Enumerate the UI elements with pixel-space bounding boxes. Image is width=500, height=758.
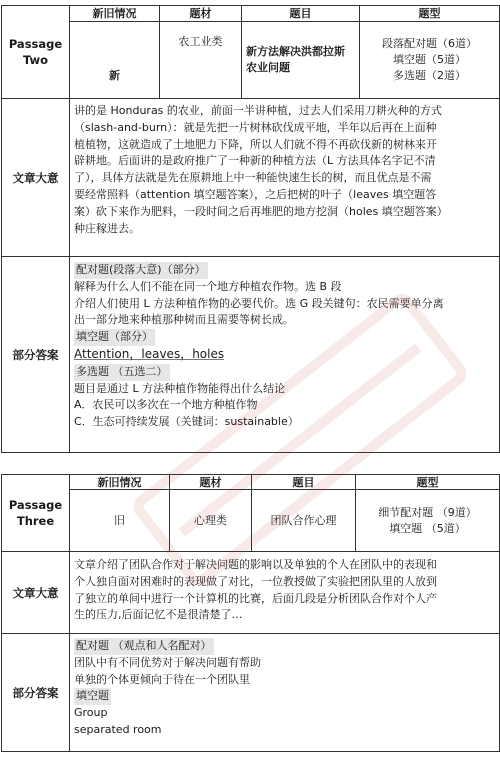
passage-two-table	[1, 5, 500, 453]
newold-value: 新	[70, 22, 160, 99]
answer-line: C．生态可持续发展（关键词：sustainable）	[74, 415, 299, 429]
summary-line: 要经常照料（attention 填空题答案），之后把树的叶子（leaves 填空题答	[74, 187, 437, 201]
passage-label-line1: Passage	[8, 37, 63, 51]
answer-section-heading: 配对题 （观点和人名配对）	[74, 638, 214, 655]
summary-line: 植植物，这就造成了土地肥力下降，所以人们就不得不再砍伐新的树林来开	[74, 137, 437, 151]
answer-line: A．农民可以多次在一个地方种植作物	[74, 398, 258, 412]
header-newold: 新旧情况	[70, 475, 170, 490]
answer-text	[70, 257, 500, 453]
summary-line: 了独立的单间中进行一个计算机的比赛，后面几段是分析团队合作对个人产	[74, 591, 437, 605]
qtype-list	[356, 490, 500, 552]
summary-line: 了），具体方法就是先在原耕地上中一种能快速生长的树，而且优点是不需	[74, 171, 432, 185]
header-topic: 题目	[252, 475, 356, 490]
answer-line: Attention，leaves，holes	[74, 346, 225, 361]
qtype-item: 填空题（5道）	[393, 53, 466, 66]
answer-line: 出一部分地来种植那种树而且需要等树长成。	[74, 313, 294, 327]
summary-label: 文章大意	[2, 552, 70, 634]
answer-line: separated room	[74, 722, 162, 736]
answer-text	[70, 634, 500, 752]
header-subject: 题材	[160, 6, 242, 22]
answer-line: 团队中有不同优势对于解决问题有帮助	[74, 655, 261, 669]
header-qtype: 题型	[356, 475, 500, 490]
answer-section-heading: 填空题	[74, 688, 111, 705]
passage-three-label	[2, 475, 70, 552]
subject-value: 心理类	[170, 490, 252, 552]
summary-text	[70, 552, 500, 634]
passage-three-table	[1, 474, 500, 752]
answer-line: 单独的个体更倾向于待在一个团队里	[74, 672, 250, 686]
summary-label: 文章大意	[2, 99, 70, 257]
subject-value: 农工业类	[160, 22, 242, 99]
summary-line: 讲的是 Honduras 的农业，前面一半讲种植，过去人们采用刀耕火种的方式	[74, 104, 442, 117]
qtype-item: 多选题（2道）	[393, 69, 466, 82]
passage-label-line2: Two	[22, 53, 49, 67]
answer-section-heading: 配对题(段落大意)（部分）	[74, 262, 208, 279]
summary-line: 辟耕地。后面讲的是政府推广了一种新的种植方法（L 方法具体名字记不清	[74, 154, 436, 168]
qtype-list	[360, 22, 500, 99]
summary-line: 文章介绍了团队合作对于解决问题的影响以及单独的个人在团队中的表现和	[74, 558, 437, 571]
passage-label-line1: Passage	[8, 498, 63, 512]
answer-label: 部分答案	[2, 257, 70, 453]
summary-line: 案）砍下来作为肥料，一段时间之后再堆肥的地方挖洞（holes 填空题答案）	[74, 204, 448, 218]
qtype-item: 填空题 （5道）	[389, 521, 466, 535]
answer-line: 题目是通过 L 方法种植作物能得出什么结论	[74, 381, 286, 395]
header-qtype: 题型	[360, 6, 500, 22]
header-subject: 题材	[170, 475, 252, 490]
answer-section-heading: 多选题 （五选二）	[74, 364, 170, 381]
summary-line: 种庄稼进去。	[74, 221, 140, 235]
qtype-item: 段落配对题（6道）	[382, 37, 477, 50]
header-newold: 新旧情况	[70, 6, 160, 22]
answer-section-heading: 填空题（部分）	[74, 329, 155, 346]
header-topic: 题目	[242, 6, 360, 22]
answer-line: 介绍人们使用 L 方法种植作物的必要代价。选 G 段关键句：农民需要单分离	[74, 296, 444, 310]
summary-text	[70, 99, 500, 257]
answer-line: Group	[74, 706, 108, 720]
newold-value: 旧	[70, 490, 170, 552]
topic-value: 团队合作心理	[252, 490, 356, 552]
qtype-item: 细节配对题 （9道）	[378, 505, 477, 519]
topic-value: 新方法解决洪都拉斯农业问题	[242, 22, 360, 99]
answer-label: 部分答案	[2, 634, 70, 752]
answer-line: 解释为什么人们不能在同一个地方种植农作物。选 B 段	[74, 279, 342, 293]
summary-line: （slash-and-burn）：就是先把一片树林砍伐成平地，半年以后再在上面种	[74, 120, 437, 134]
passage-label-line2: Three	[16, 514, 55, 528]
summary-line: 个人独自面对困难时的表现做了对比，一位教授做了实验把团队里的人放到	[74, 574, 437, 588]
summary-line: 生的压力,后面记忆不是很清楚了…	[74, 608, 243, 622]
passage-two-label	[2, 6, 70, 99]
